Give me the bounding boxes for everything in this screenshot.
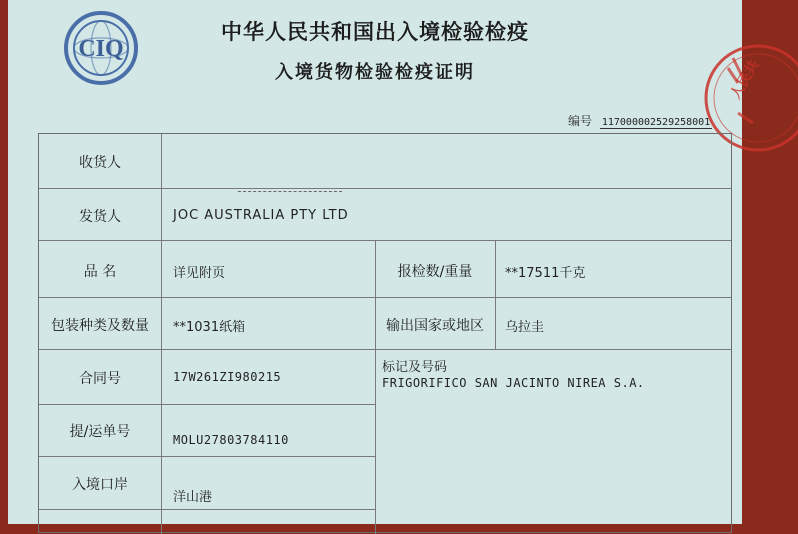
serial-label: 编号 xyxy=(568,114,593,128)
serial-number: 117000002529258001 xyxy=(601,117,711,128)
bill-label: 提/运单号 xyxy=(69,424,131,440)
quantity-label: 报检数/重量 xyxy=(397,264,473,280)
contract-label: 合同号 xyxy=(79,371,121,387)
consignor-value: JOC AUSTRALIA PTY LTD xyxy=(173,208,349,223)
svg-text:人民共: 人民共 xyxy=(727,57,763,102)
origin-value: 乌拉圭 xyxy=(505,320,545,335)
contract-value: 17W261ZI980215 xyxy=(173,370,282,384)
port-value: 洋山港 xyxy=(173,490,213,505)
quantity-value: **17511千克 xyxy=(505,266,586,281)
page-title: 中华人民共和国出入境检验检疫 xyxy=(221,20,529,44)
marks-label: 标记及号码 xyxy=(382,360,448,375)
port-label: 入境口岸 xyxy=(72,477,128,493)
marks-value: FRIGORIFICO SAN JACINTO NIREA S.A. xyxy=(382,376,645,390)
certificate-sheet xyxy=(8,0,763,524)
origin-label: 输出国家或地区 xyxy=(386,318,484,334)
logo-text: CIQ xyxy=(78,36,124,62)
packing-value: **1031纸箱 xyxy=(173,320,246,335)
consignor-label: 发货人 xyxy=(79,209,121,225)
consignee-label: 收货人 xyxy=(79,155,121,171)
packing-label: 包装种类及数量 xyxy=(51,318,149,334)
goods-value: 详见附页 xyxy=(173,266,226,281)
consignee-blank-line xyxy=(238,183,342,192)
form-table xyxy=(38,133,732,533)
ciq-logo-icon xyxy=(63,10,139,86)
serial-row xyxy=(568,112,712,129)
bill-value: MOLU27803784110 xyxy=(173,433,289,447)
page-subtitle: 入境货物检验检疫证明 xyxy=(275,62,475,83)
goods-label: 品 名 xyxy=(83,264,117,280)
